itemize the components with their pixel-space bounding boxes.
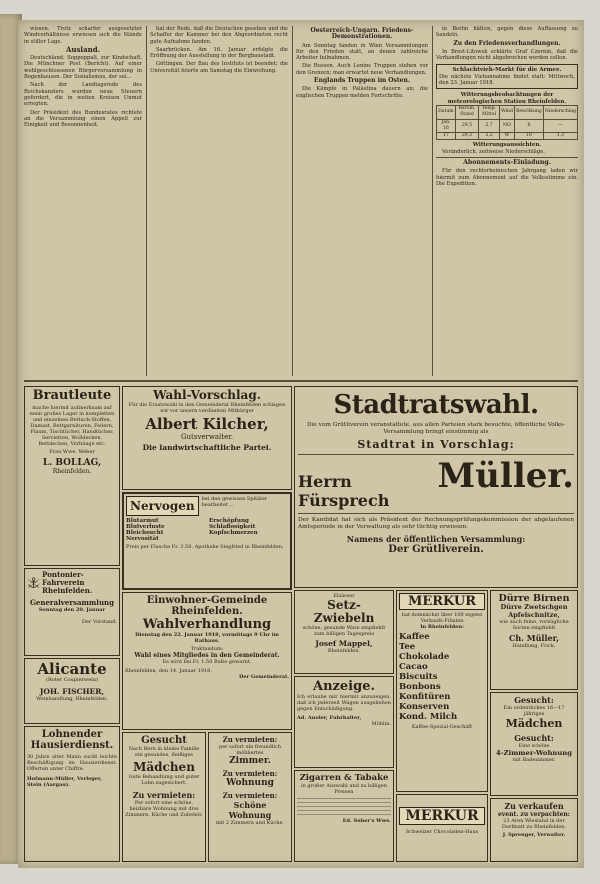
section-heading-ausland: Ausland. — [65, 44, 101, 54]
products-list — [399, 632, 485, 722]
ad-date: Sonntag den 20. Januar — [38, 607, 106, 613]
ad-text: Die vom Grütliverein veranstaltete, aus allen Parteien stark besuchte, öffentliche Volks-Versammlung bringt einstimmig als — [306, 422, 566, 435]
column-rule — [292, 26, 293, 376]
article-paragraph: hat der Rede, daß die Deutschen gesehen und die Schaffer der Kammer bei den Abgeordneten recht gute Aufnahme fanden. — [150, 26, 288, 45]
ad-text: Nach Bern in kleine Familie ein gesundes, fleißiges — [128, 746, 200, 758]
ad-text-2: Per sofort eine schöne, heizbare Wohnung mit drei Zimmern, Küche und Zubehör. — [125, 800, 203, 818]
weather-title: Witterungsbeobachtungen der meteorologischen Station Rheinfelden. — [447, 92, 567, 105]
ad-title: Zu verkaufen — [504, 801, 564, 811]
column-ausland — [24, 26, 142, 376]
weather-table — [436, 105, 578, 140]
product-item: Tee — [399, 642, 416, 652]
section-divider — [24, 380, 578, 382]
product-item: Biscuits — [399, 672, 438, 682]
newspaper-page — [18, 20, 584, 868]
ad-setz-zwiebeln — [294, 590, 394, 674]
notice-title: Schlachtvieh-Markt für die Armee. — [452, 67, 562, 74]
article-paragraph: In Brest-Litowsk erklärte Graf Czernin, daß die Verhandlungen nicht abgebrochen werden sollen. — [436, 48, 578, 62]
ad-text: 23 Aren Wiesland in der Dorfmatt zu Rheinfelden. — [501, 818, 567, 830]
ad-headline: Stadtrat in Vorschlag: — [357, 438, 515, 451]
column-middle — [150, 26, 288, 376]
ad-tagline: bei den gewissen Spitäler bearbeitet ... — [201, 496, 268, 508]
ad-title: Setz-Zwiebeln — [313, 598, 375, 625]
notice-text: Die nächste Viehannahme findet statt: Mittwoch, den 23. Januar 1918. — [439, 73, 575, 87]
ad-title: Gesucht: — [514, 695, 554, 705]
ad-name: L. BOLLAG, — [42, 458, 102, 468]
effect-item: Blutarmut — [126, 518, 159, 524]
column-far-right — [436, 26, 578, 376]
ad-place: Handlung, Frick. — [512, 643, 556, 649]
candidate-name: Müller. — [437, 456, 574, 496]
ad-item-2: Wohnung — [226, 778, 274, 788]
ad-role-2: 4-Zimmer-Wohnung — [496, 749, 572, 757]
divider — [436, 157, 578, 158]
article-paragraph: Die Russen. Auch Lenins Truppen stehen vor den Grenzen; man erwartet neue Verhandlungen. — [296, 63, 428, 76]
ad-name: Ad. Anoler, Fuhrhalter, — [297, 715, 362, 721]
ad-place: Rheinfelden. — [52, 468, 92, 475]
column-rule — [146, 26, 147, 376]
ad-alicante — [24, 658, 120, 724]
ad-footer: Kaffee-Spezial-Geschäft — [411, 724, 473, 730]
divider — [298, 513, 574, 514]
ad-body-text: Der Kandidat hat sich als Präsident der Rechnungsprüfungskommission der abgelaufenen Amtsperiode in der Verwaltung als sehr tüchtig erwiesen. — [298, 517, 574, 530]
ad-gesucht — [122, 732, 206, 862]
ad-name: Josef Mappel, — [315, 639, 373, 648]
ad-brand: Nervogen — [130, 499, 195, 513]
price-list-lines — [297, 798, 391, 815]
ad-traktandum-label: Traktandum: — [190, 646, 224, 652]
ad-text: per sofort ein freundlich möbliertes — [219, 744, 281, 756]
weather-row: 17 29,3 2,2 W 10 1,3 — [437, 133, 578, 140]
abonnement-title: Abonnements-Einladung. — [463, 159, 551, 167]
ad-text: Ich erlaube mir hiermit anzuzeigen, daß ich jederzeit Wagen ausgeliehen gegen Entschädigung. — [297, 694, 391, 712]
ad-name: JOH. FISCHER, — [39, 687, 105, 696]
ad-duerre-birnen — [490, 590, 578, 690]
ad-text-2: Eine schöne — [518, 743, 550, 749]
ad-detail-3: mit 2 Zimmern und Küche. — [215, 820, 285, 826]
article-paragraph: Nach der Landtagsrede des Reichskanzlers wurden neue Steuern gefordert, die in weiten Kreisen Unmut erregten. — [24, 82, 142, 108]
ad-brautleute — [24, 386, 120, 566]
effect-item: Schlaflosigkeit — [209, 524, 256, 530]
ad-date: Dienstag den 22. Januar 1918, vormittags 9 Uhr im Rathaus. — [135, 632, 279, 644]
ad-title: Einwohner-Gemeinde Rheinfelden. — [146, 595, 268, 617]
ad-signer: Der Gemeinderat. — [239, 674, 289, 680]
ad-detail: Gute Behandlung und guter Lohn zugesichert. — [128, 774, 200, 786]
ad-name: Ed. Suber's Wwe. — [342, 818, 391, 824]
abonnement-text: Für den rechtsrheinischen Jahrgang laden wir hiermit zum Abonnement auf die Volksstimme ein. Die Expedition. — [436, 168, 578, 187]
effect-item: Nervosität — [126, 536, 159, 542]
effect-item: Erschöpfung — [209, 518, 249, 524]
ad-subtitle: In Rheinfelden: — [420, 624, 464, 630]
ad-title-2: Gesucht: — [514, 733, 554, 743]
effect-item: Kopfschmerzen — [209, 530, 258, 536]
ad-text: hat demnächst über 100 eigene Verkaufs-Filialen — [401, 612, 483, 624]
section-heading: Englands Truppen im Osten. — [314, 77, 410, 85]
ad-title: Wahl-Vorschlag. — [153, 388, 261, 402]
ad-fee: Es wird bei Fr. 1.50 Buße gewarnt. — [162, 659, 252, 665]
weather-row: Jan. 16 29,5 2,7 NO 8 — — [437, 119, 578, 133]
forecast-text: Veränderlich, zeitweise Niederschläge. — [442, 148, 545, 155]
ad-einwohner-gemeinde — [122, 592, 292, 730]
ad-text: mache hiermit aufmerksam auf mein großes Lager in kompletten und einzelnen Bettuch-Stoffen, Damast, Bettgarnituren, Federn, Flaum, Tischtücher, Handtücher, Servietten, Wolldecken, Bettdecken, Vorhänge etc. — [29, 405, 115, 447]
section-heading: Zu den Friedensverhandlungen. — [453, 39, 561, 47]
ad-place: Rheinfelden. — [327, 648, 361, 654]
ad-gesucht-2 — [490, 692, 578, 796]
ad-title: Anzeige. — [312, 679, 376, 694]
weather-header-row: Datum Barom. Stand Temp. Mittel Wind Bewölkung Niederschlag — [438, 105, 576, 118]
ad-pontonier — [24, 568, 120, 656]
ad-subtitle: (Roter Coupierwein) — [46, 677, 98, 683]
product-item: Cacao — [399, 662, 428, 672]
ad-role: Mädchen — [505, 717, 563, 730]
ad-zu-vermieten — [208, 732, 292, 862]
article-paragraph: Der Präsident des Bundesrates richtete an die Versammlung einen Appell zur Einigkeit und Besonnenheit. — [24, 109, 142, 129]
ad-body — [126, 496, 288, 516]
anchor-emblem-icon — [27, 572, 40, 594]
ad-footer: Schweizer Chocoladen-Haus — [405, 829, 479, 835]
ad-text: wie auch feine, vorzügliche Sorten empfiehlt — [499, 619, 569, 631]
intro-text: wissen. Trotz scharfer ausgesetzter Windverhältnisse erwiesen sich die Stände in stiller Lage. — [24, 26, 142, 45]
ad-subtitle: Generalversammlung — [29, 598, 115, 607]
ad-title: Pontonier-Fahrverein Rheinfelden. — [42, 570, 93, 595]
ad-text: schöne, gesunde Ware empfiehlt zum billigen Tagespreis — [302, 625, 386, 637]
ad-title-2: Zu vermieten: — [222, 769, 278, 778]
ad-title-2: Zu vermieten: — [132, 790, 196, 800]
ad-header — [27, 571, 117, 595]
candidate-line — [298, 458, 574, 510]
ad-brand: MERKUR — [399, 593, 485, 610]
ad-title: Stadtratswahl. — [333, 390, 539, 420]
ad-footer-2: Der Grütliverein. — [388, 544, 484, 555]
divider — [298, 454, 574, 455]
ad-title-3: Zu vermieten: — [222, 791, 278, 800]
article-paragraph: Göttingen. Der Bau des Instituts ist beendet; die Universität feierte am Samstag die Einweihung. — [150, 61, 288, 74]
ad-subtitle: Dürre Zwetschgen Apfelschnitze, — [500, 603, 568, 619]
ad-place: Weinhandlung, Rheinfelden. — [36, 696, 108, 702]
ad-merkur — [396, 590, 488, 792]
product-item: Konserven — [399, 702, 450, 712]
ad-name: Ch. Müller, — [508, 633, 559, 643]
ad-brand: MERKUR — [399, 807, 485, 825]
ad-hausierdienst — [24, 726, 120, 862]
forecast-title: Witterungsaussichten. — [472, 142, 542, 149]
column-oesterreich — [296, 26, 428, 376]
candidate-role: Gutsverwalter. — [180, 433, 234, 441]
ad-text: Ein ordentliches 16—17 jähriges — [503, 705, 565, 717]
ad-stadtratswahl — [294, 386, 578, 588]
product-item: Kond. Milch — [399, 712, 458, 722]
ad-text: 30 Jahre alter Mann sucht leichte Beschäftigung im Hausierdienst. Offerten unter Chiffre. — [27, 754, 117, 772]
ad-closing: Rheinfelden, den 14. Januar 1918. — [125, 668, 212, 674]
ad-brand-box — [126, 496, 199, 516]
ad-title: Zu vermieten: — [222, 735, 278, 744]
ad-merkur-2 — [396, 794, 488, 862]
effect-item: Blutverluste — [126, 524, 165, 530]
ad-text: Für die Ersatzwahl in den Gemeinderat Rheinfelden schlagen wir vor unsern verdienten Mitbürger — [128, 402, 286, 414]
ad-title: Brautleute — [32, 388, 112, 403]
ad-title: Alicante — [37, 660, 107, 678]
product-item: Bonbons — [399, 682, 441, 692]
party-name: Die landwirtschaftliche Partei. — [142, 443, 272, 452]
ad-footer: Der Vorstand. — [81, 619, 117, 625]
product-item: Kaffee — [399, 632, 430, 642]
ad-detail-2: mit Badezimmer. — [512, 757, 556, 763]
product-item: Konfitüren — [399, 692, 451, 702]
ad-subtitle: event. zu verpachten: — [497, 811, 571, 818]
article-paragraph: Deutschland. Soppoppali, zur Kindschaft. Die Münchner Post (Bericht). Auf einer wohlgeschlossenen Bürgerversammlung in Bogenhausen. Der Sozialismus, der sei... — [24, 55, 142, 81]
ad-name: Hofmann-Müller, Verleger, Stein (Aargau). — [27, 776, 102, 788]
ad-title: Dürre Birnen — [498, 593, 570, 604]
ad-name: J. Sprenger, Verwalter. — [502, 832, 566, 838]
ad-role: Mädchen — [133, 760, 195, 774]
ad-text: in großer Auswahl und zu billigen Preisen — [300, 783, 387, 795]
product-item: Chokolade — [399, 652, 450, 662]
ad-title: Zigarren & Tabake — [299, 773, 389, 783]
ad-item: Zimmer. — [229, 756, 271, 766]
ad-place: Möhlin. — [371, 721, 391, 727]
candidate-name: Albert Kilcher, — [145, 415, 269, 433]
ad-item-3: Schöne Wohnung — [228, 800, 272, 820]
effect-item: Bleichsucht — [126, 530, 164, 536]
ad-zu-verkaufen — [490, 798, 578, 862]
section-heading: Oesterreich-Ungarn. Friedens-Demonstrationen. — [310, 27, 414, 41]
ad-footer-1: Namens der öffentlichen Versammlung: — [346, 534, 526, 544]
ad-anzeige — [294, 676, 394, 768]
notice-box-schlachtvieh — [436, 64, 578, 89]
ad-title: Gesucht — [141, 735, 187, 746]
ad-subtitle: Elsässer — [333, 593, 355, 599]
column-rule — [432, 26, 433, 376]
ad-footer: Preis per Flasche Fr. 3.50. Apotheke Siegfried in Rheinfelden. — [126, 544, 284, 550]
article-paragraph: Am Sonntag fanden in Wien Versammlungen für den Frieden statt, an denen zahlreiche Arbeiter teilnahmen. — [296, 42, 428, 62]
ad-zigarren — [294, 770, 394, 862]
effects-list — [126, 518, 288, 542]
ad-item: Wahl eines Mitgliedes in den Gemeinderat. — [134, 652, 280, 659]
article-paragraph: in Berlin hätten, gegen diese Auffassung zu handeln. — [436, 26, 578, 39]
article-paragraph: Die Kämpfe in Palästina dauern an; die englischen Truppen melden Fortschritte. — [296, 86, 428, 99]
ad-nervogen — [122, 492, 292, 590]
ad-wahlvorschlag — [122, 386, 292, 490]
ad-title: Lohnender Hausierdienst. — [30, 729, 114, 751]
article-paragraph: Saarbrücken. Am 16. Januar erfolgte die Eröffnung der Ausstellung in der Bergbaustadt. — [150, 46, 288, 60]
ad-subtitle: Wahlverhandlung — [142, 617, 272, 632]
candidate-prefix: Herrn Fürsprech — [298, 472, 390, 510]
ad-footer: Frau Wwe. Weber — [49, 449, 95, 455]
